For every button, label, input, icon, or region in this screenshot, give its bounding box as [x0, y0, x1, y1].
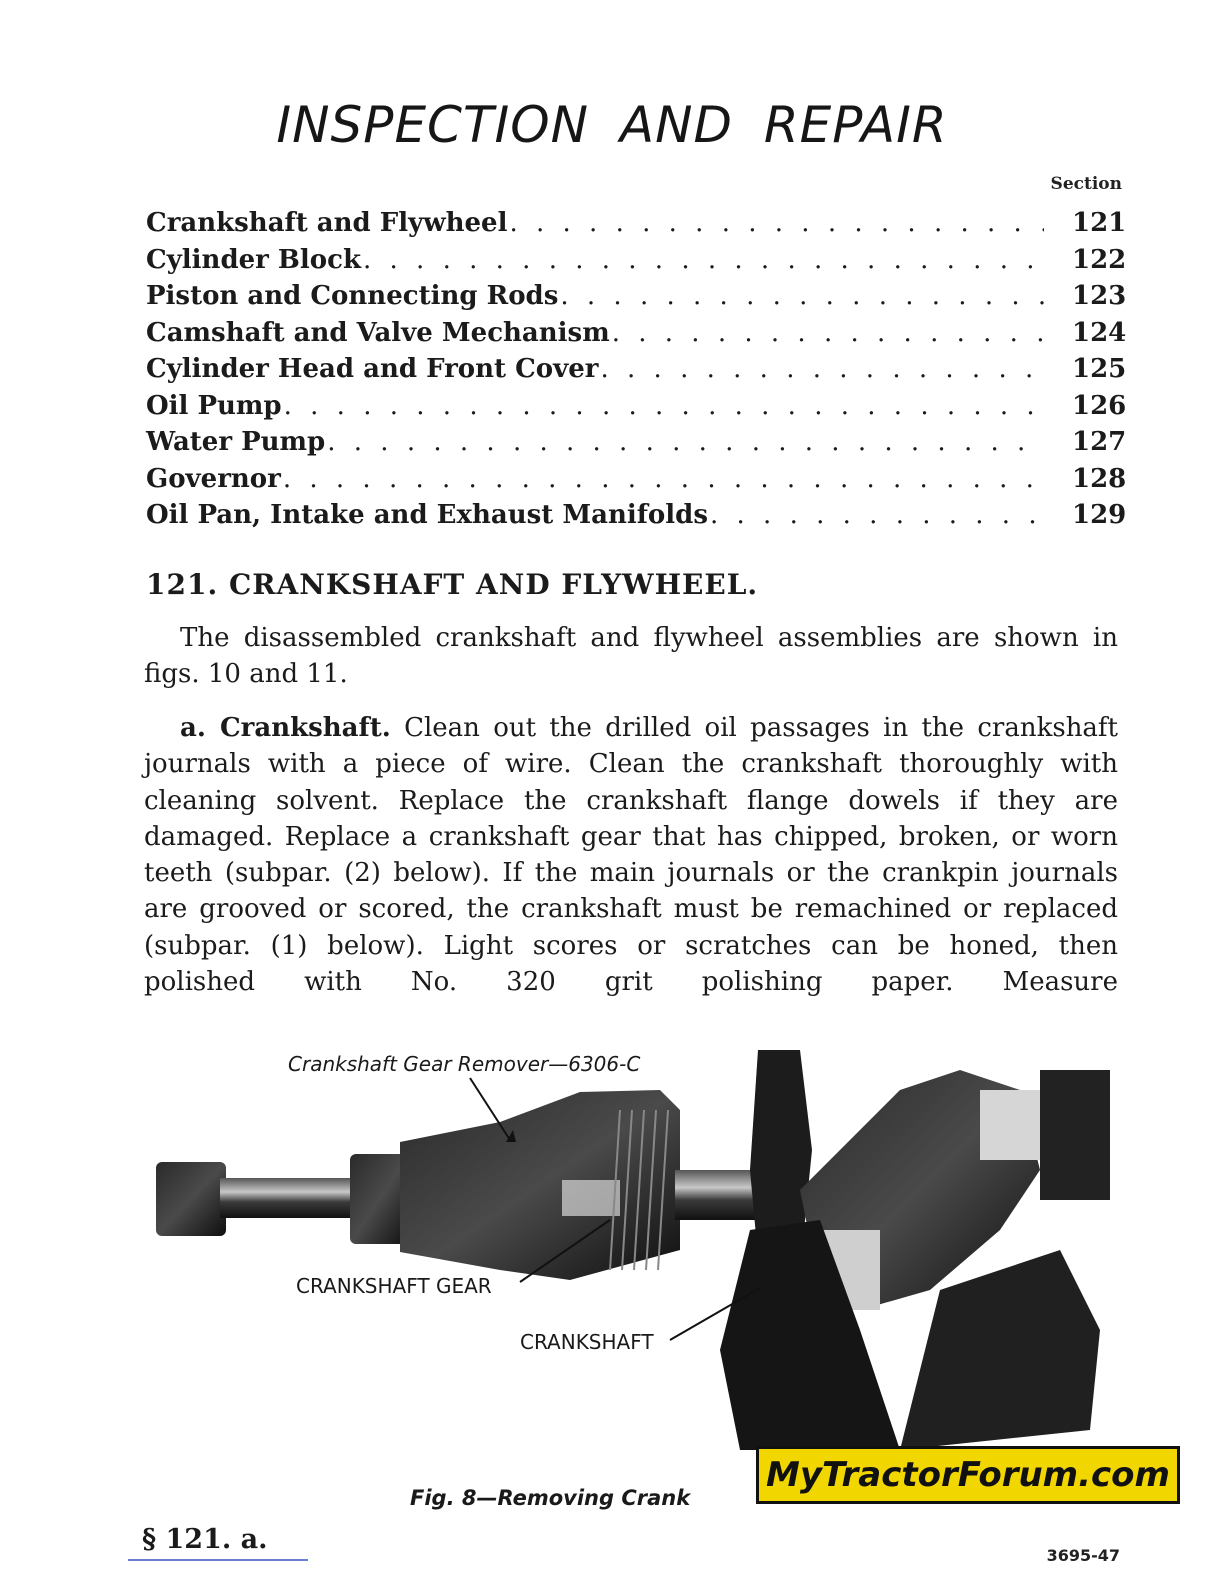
- toc-row: [146, 390, 1127, 428]
- toc-entry-label: Camshaft and Valve Mechanism: [146, 317, 610, 348]
- figure-caption: Fig. 8—Removing Crank: [410, 1486, 691, 1510]
- toc-row: [146, 244, 1127, 282]
- toc-leader-dots: [363, 245, 1044, 275]
- toc-section-number: 122: [1072, 244, 1127, 275]
- toc-entry-label: Governor: [146, 463, 281, 494]
- section-heading: 121. CRANKSHAFT AND FLYWHEEL.: [146, 568, 759, 601]
- crankshaft-paragraph: [144, 710, 1118, 1000]
- crankshaft-illustration: [100, 1030, 1124, 1490]
- toc-row: [146, 463, 1127, 501]
- toc-row: [146, 427, 1127, 464]
- toc-entry-label: Water Pump: [146, 427, 326, 457]
- intro-paragraph: The disassembled crankshaft and flywheel assemblies are shown in figs. 10 and 11.: [144, 623, 1118, 690]
- footer-section-reference: § 121. a.: [142, 1524, 268, 1555]
- callout-crankshaft-gear: CRANKSHAFT GEAR: [296, 1274, 492, 1298]
- main-journal: [980, 1090, 1050, 1160]
- watermark-logo: MyTractorForum.com: [756, 1446, 1180, 1504]
- toc-section-number: 127: [1072, 427, 1127, 457]
- callout-gear-remover: Crankshaft Gear Remover—6306-C: [288, 1052, 641, 1076]
- paragraph-body: Clean out the drilled oil passages in the crankshaft journals with a piece of wire. Clean the crankshaft thoroughly with cleaning solvent. Replace the crankshaft flange dowels if they are damaged. Replace a crankshaft gear that has chipped, broken, or worn teeth (subpar. (2) below). If the main journals or the crankpin journals are grooved or scored, the crankshaft must be remachined or replaced (subpar. (1) below). Light scores or scratches can be honed, then polished with No. 320 grit polishing paper. Measure: [144, 713, 1119, 998]
- toc-entry-label: Cylinder Head and Front Cover: [146, 354, 599, 384]
- tool-screw: [220, 1178, 360, 1218]
- toc-leader-dots: [612, 318, 1044, 348]
- toc-entry-label: Crankshaft and Flywheel: [146, 208, 508, 238]
- toc-leader-dots: [710, 500, 1044, 530]
- gear-remover-body: [400, 1090, 680, 1280]
- toc-row: [146, 354, 1127, 391]
- toc-leader-dots: [560, 281, 1044, 311]
- toc-section-number: 128: [1072, 463, 1127, 494]
- toc-leader-dots: [284, 391, 1044, 421]
- tool-highlight: [562, 1180, 620, 1216]
- toc-leader-dots: [283, 464, 1044, 494]
- toc-row: [146, 281, 1127, 318]
- toc-section-column-label: Section: [1050, 174, 1122, 194]
- toc-section-number: 126: [1072, 390, 1127, 421]
- toc-row: [146, 208, 1127, 245]
- page-title: INSPECTION AND REPAIR: [276, 96, 948, 154]
- paragraph-lead: a. Crankshaft.: [180, 713, 391, 743]
- table-of-contents: [146, 208, 1127, 537]
- toc-section-number: 123: [1072, 281, 1127, 311]
- figure-crankshaft-photo: [100, 1030, 1124, 1490]
- toc-row: [146, 500, 1127, 537]
- toc-entry-label: Cylinder Block: [146, 244, 361, 275]
- toc-entry-label: Oil Pan, Intake and Exhaust Manifolds: [146, 500, 708, 530]
- toc-entry-label: Oil Pump: [146, 390, 282, 421]
- toc-section-number: 124: [1072, 317, 1127, 348]
- toc-row: [146, 317, 1127, 355]
- toc-section-number: 125: [1072, 354, 1127, 384]
- toc-leader-dots: [327, 427, 1044, 457]
- tool-hex-end: [156, 1162, 226, 1236]
- toc-leader-dots: [509, 208, 1044, 238]
- toc-section-number: 121: [1072, 208, 1127, 238]
- rear-web: [1040, 1070, 1110, 1200]
- toc-section-number: 129: [1072, 500, 1127, 530]
- footer-page-code: 3695-47: [1046, 1546, 1120, 1565]
- toc-leader-dots: [601, 354, 1045, 384]
- callout-crankshaft: CRANKSHAFT: [520, 1330, 654, 1354]
- toc-entry-label: Piston and Connecting Rods: [146, 281, 559, 311]
